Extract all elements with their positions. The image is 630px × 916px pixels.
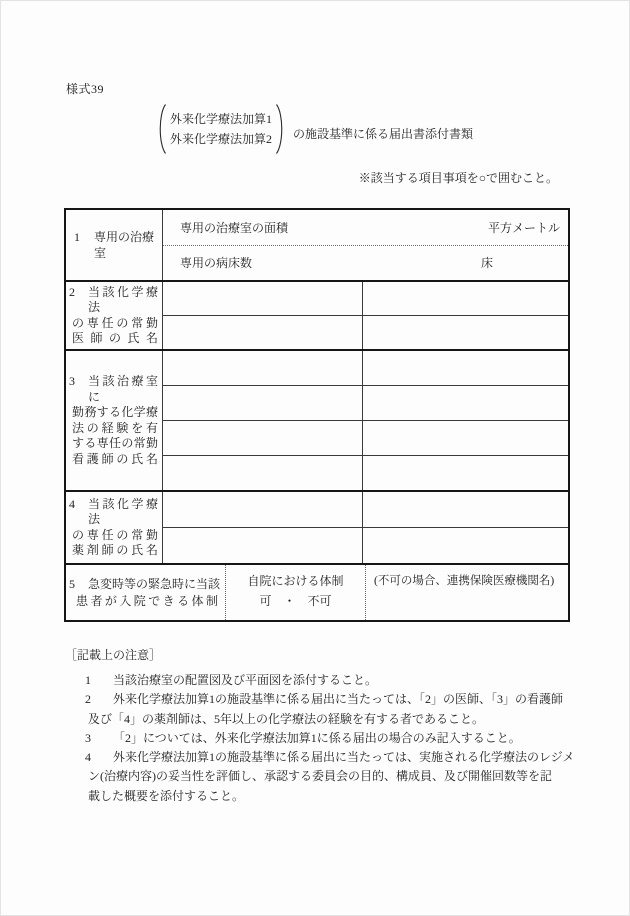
row1-number: 1: [74, 230, 80, 244]
row5-number: 5: [69, 576, 75, 591]
bed-count-unit: 床: [480, 256, 493, 271]
own-hospital-system-options: 可 ・ 不可: [259, 594, 332, 608]
note-item-1: 1 当該治療室の配置図及び平面図を添付すること。: [85, 673, 378, 687]
room-area-label: 専用の治療室の面積: [180, 220, 289, 235]
row4-label: 4 当該化学療法 の専任の常勤 薬剤師の氏名: [66, 492, 163, 563]
nurse-name-cell: [363, 456, 568, 490]
title-suffix: の施設基準に係る届出書添付書類: [293, 127, 474, 141]
table-row-nurse-names: [66, 349, 568, 490]
physician-name-cell: [163, 282, 363, 315]
table-row-physician-names: [66, 280, 568, 349]
nurse-name-cell: [163, 351, 363, 385]
notes-heading: ［記載上の注意］: [65, 648, 162, 662]
form-table: [64, 208, 570, 622]
row5-label: 5 急変時等の緊急時に当該 患者が入院できる体制: [69, 576, 221, 608]
form-number: 様式39: [66, 82, 105, 96]
title-option-1: 外来化学療法加算1: [170, 112, 273, 126]
nurse-name-cell: [163, 421, 363, 455]
row4-number: 4: [69, 496, 75, 511]
table-row-pharmacist-names: [66, 490, 568, 563]
pharmacist-name-cell: [163, 528, 363, 563]
nurse-name-cell: [163, 456, 363, 490]
pharmacist-name-cell: [363, 492, 568, 527]
nurse-name-cell: [363, 421, 568, 455]
form-title: [155, 103, 473, 155]
table-row-emergency-admission: [66, 563, 568, 620]
circle-instruction: ※該当する項目事項を○で囲むこと。: [358, 171, 558, 185]
row3-number: 3: [69, 374, 75, 388]
note-item-2: 2 外来化学療法加算1の施設基準に係る届出に当たっては、「2」の医師、「3」の看護師 及び「4」の薬剤師は、5年以上の化学療法の経験を有する者であること。: [85, 692, 564, 726]
row1-label-text: 専用の治療室: [94, 230, 155, 260]
partner-institution-cell: [365, 565, 568, 620]
physician-name-cell: [363, 316, 568, 349]
title-bracket-options: [167, 109, 275, 149]
notes-section: [65, 645, 575, 806]
bed-count-label: 専用の病床数: [180, 256, 253, 271]
nurse-name-cell: [363, 386, 568, 420]
nurse-name-cell: [163, 386, 363, 420]
room-area-unit: 平方メートル: [487, 220, 560, 235]
own-hospital-system-cell: [225, 565, 365, 620]
own-hospital-system-label: 自院における体制: [247, 574, 344, 588]
physician-name-cell: [363, 282, 568, 315]
bracket-left-icon: [155, 103, 167, 155]
note-item-4: 4 外来化学療法加算1の施設基準に係る届出に当たっては、実施される化学療法のレジメ ン(治療内容)の妥当性を評価し、承認する委員会の目的、構成員、及び開催回数等を記 載した概要を添付すること。: [85, 750, 575, 803]
row1-label: [66, 210, 163, 280]
title-option-2: 外来化学療法加算2: [170, 132, 273, 146]
pharmacist-name-cell: [363, 528, 568, 563]
note-item-3: 3 「2」については、外来化学療法加算1に係る届出の場合のみ記入すること。: [85, 730, 521, 745]
table-row-treatment-room: [66, 210, 568, 280]
nurse-name-cell: [363, 351, 568, 385]
room-area-field: [163, 210, 568, 246]
row2-number: 2: [69, 284, 75, 299]
physician-name-cell: [163, 316, 363, 349]
partner-institution-label: (不可の場合、連携保険医療機関名): [374, 575, 555, 587]
row2-label: 2 当該化学療法 の専任の常勤 医師の氏名: [66, 282, 163, 349]
pharmacist-name-cell: [163, 492, 363, 527]
bed-count-field: [163, 246, 568, 281]
bracket-right-icon: [275, 103, 287, 155]
row3-label: 3 当該治療室に 勤務する化学療 法の経験を有 する専任の常勤 看護師の氏名: [66, 351, 163, 490]
